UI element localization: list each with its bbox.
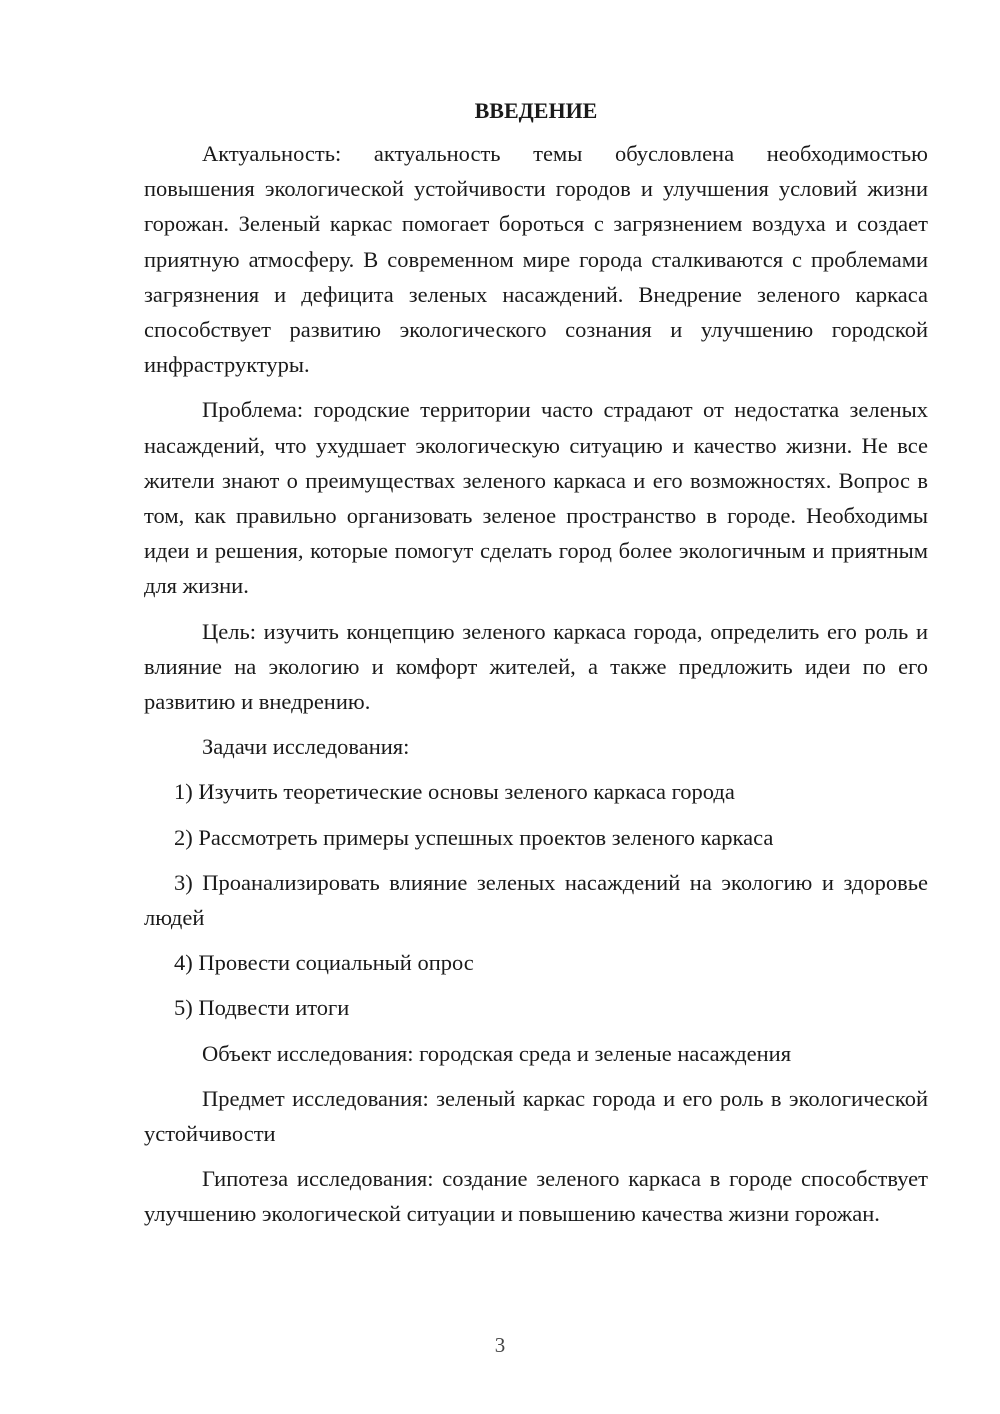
goal-paragraph: Цель: изучить концепцию зеленого каркаса города, определить его роль и влияние на экологию и комфорт жителей, а также предложить идеи по его развитию и внедрению. xyxy=(144,618,928,715)
problem-paragraph: Проблема: городские территории часто страдают от недостатка зеленых насаждений, что ухудшает экологическую ситуацию и качество жизни. Не все жители знают о преимуществах зеленого каркаса и его возможностях. Вопрос в том, как правильно организовать зеленое пространство в городе. Необходимы идеи и решения, которые помогут сделать город более экологичным и приятным для жизни. xyxy=(144,397,928,599)
tasks-heading: Задачи исследования: xyxy=(202,734,410,760)
subject-paragraph: Предмет исследования: зеленый каркас города и его роль в экологической устойчивости xyxy=(144,1085,928,1147)
task-item-1: 1) Изучить теоретические основы зеленого каркаса города xyxy=(174,779,735,805)
page-number: 3 xyxy=(494,1333,506,1357)
page-title: ВВЕДЕНИЕ xyxy=(474,98,598,123)
document-body xyxy=(144,96,928,1242)
task-item-5: 5) Подвести итоги xyxy=(174,995,350,1021)
task-item-3: 3) Проанализировать влияние зеленых насаждений на экологию и здоровье людей xyxy=(144,869,928,931)
hypothesis-paragraph: Гипотеза исследования: создание зеленого каркаса в городе способствует улучшению экологической ситуации и повышению качества жизни горожан. xyxy=(144,1166,928,1227)
object-paragraph: Объект исследования: городская среда и зеленые насаждения xyxy=(202,1040,792,1066)
task-item-2: 2) Рассмотреть примеры успешных проектов зеленого каркаса xyxy=(174,824,774,850)
task-item-4: 4) Провести социальный опрос xyxy=(174,950,474,976)
relevance-paragraph: Актуальность: актуальность темы обусловлена необходимостью повышения экологической устойчивости городов и улучшения условий жизни горожан. Зеленый каркас помогает бороться с загрязнением воздуха и создает приятную атмосферу. В современном мире города сталкиваются с проблемами загрязнения и дефицита зеленых насаждений. Внедрение зеленого каркаса способствует развитию экологического сознания и улучшению городской инфраструктуры. xyxy=(144,141,928,378)
